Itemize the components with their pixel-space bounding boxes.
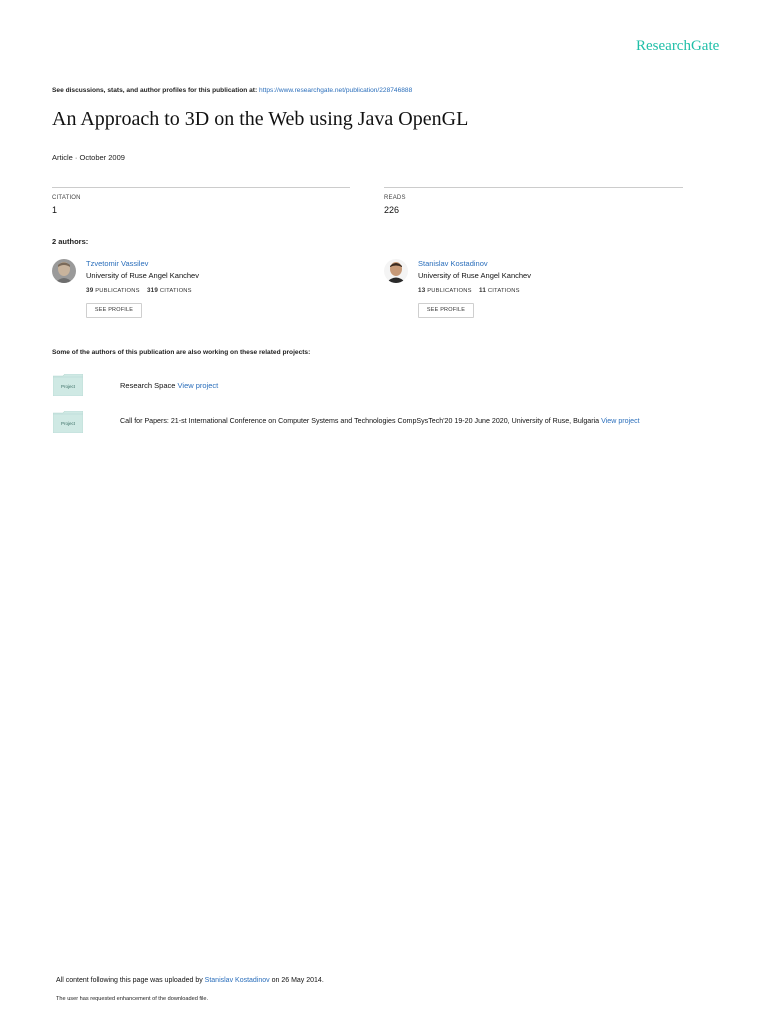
author-institution: University of Ruse Angel Kanchev [418, 271, 531, 280]
publications-label: PUBLICATIONS [95, 288, 140, 294]
see-profile-button[interactable]: SEE PROFILE [418, 303, 474, 318]
upload-suffix: on 26 May 2014. [271, 977, 324, 984]
reads-value: 226 [384, 205, 400, 215]
avatar[interactable] [384, 259, 408, 283]
citations-label: CITATIONS [487, 288, 520, 294]
project-title: Research Space [120, 381, 176, 390]
project-thumbnail[interactable] [53, 374, 83, 396]
see-profile-button[interactable]: SEE PROFILE [86, 303, 142, 318]
author-name-link[interactable]: Stanislav Kostadinov [418, 259, 488, 268]
author-card [384, 259, 684, 329]
researchgate-logo[interactable]: ResearchGate [636, 38, 720, 54]
authors-heading: 2 authors: [52, 237, 89, 246]
paper-title: An Approach to 3D on the Web using Java OpenGL [52, 108, 469, 130]
enhancement-note: The user has requested enhancement of the downloaded file. [56, 996, 209, 1002]
project-thumbnail[interactable] [53, 411, 83, 433]
citation-value: 1 [52, 205, 58, 215]
upload-info [56, 977, 324, 984]
project-thumb-label: Project [60, 421, 76, 426]
author-institution: University of Ruse Angel Kanchev [86, 271, 199, 280]
citations-count: 11 [478, 287, 487, 294]
citation-label: CITATION [52, 195, 81, 201]
reads-divider [384, 187, 683, 188]
project-item [120, 381, 218, 390]
author-stats [86, 287, 192, 294]
view-project-link[interactable]: View project [177, 381, 219, 390]
uploader-link[interactable]: Stanislav Kostadinov [204, 977, 270, 984]
author-name-link[interactable]: Tzvetomir Vassilev [86, 259, 149, 268]
discussion-line [52, 87, 412, 94]
author-card [52, 259, 352, 329]
project-item [120, 417, 640, 425]
project-title: Call for Papers: 21-st International Conference on Computer Systems and Technologies CompSysTech'20 19-20 June 2020, University of Ruse, Bulgaria [120, 417, 600, 425]
citation-divider [52, 187, 350, 188]
view-project-link[interactable]: View project [601, 417, 640, 425]
discussion-text: See discussions, stats, and author profiles for this publication at: [52, 87, 258, 94]
paper-meta: Article · October 2009 [52, 153, 125, 162]
citations-label: CITATIONS [159, 288, 192, 294]
reads-label: READS [384, 195, 406, 201]
related-projects-heading: Some of the authors of this publication are also working on these related projects: [52, 349, 311, 356]
publications-count: 13 [418, 287, 426, 294]
publications-label: PUBLICATIONS [427, 288, 472, 294]
project-thumb-label: Project [60, 384, 76, 389]
upload-prefix: All content following this page was uploaded by [56, 977, 203, 984]
citations-count: 319 [146, 287, 159, 294]
avatar[interactable] [52, 259, 76, 283]
publications-count: 39 [86, 287, 94, 294]
publication-url-link[interactable]: https://www.researchgate.net/publication/228746888 [259, 87, 413, 94]
author-stats [418, 287, 520, 294]
